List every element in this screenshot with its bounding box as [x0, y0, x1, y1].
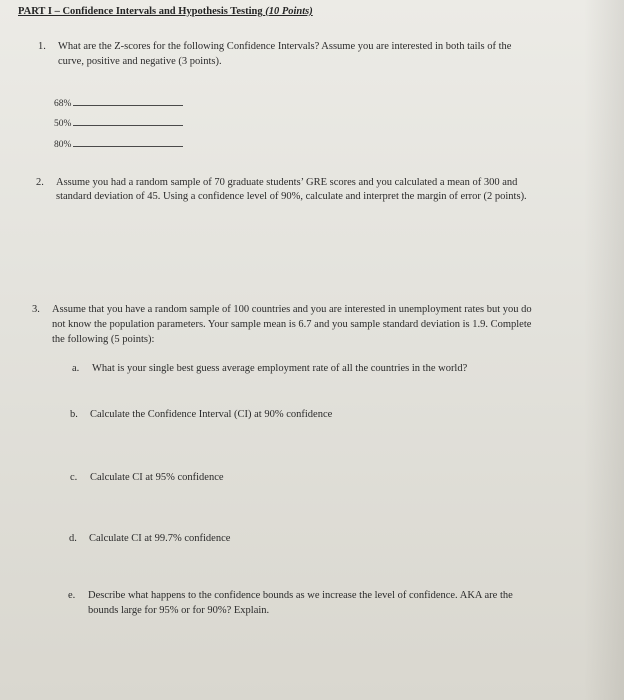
part-text: Calculate the Confidence Interval (CI) at 90% confidence [90, 409, 333, 420]
question-1-line-1: What are the Z-scores for the following Confidence Intervals? Assume you are interested in both tails of the [58, 41, 512, 52]
answer-blank-label: 80% [54, 140, 72, 150]
part-text-line-1: Describe what happens to the confidence bounds as we increase the level of confidence. AKA are the [88, 590, 513, 601]
page-shadow [584, 0, 624, 700]
question-2-line-2: standard deviation of 45. Using a confidence level of 90%, calculate and interpret the margin of error (2 points). [56, 191, 527, 202]
answer-blank-80 [54, 137, 183, 150]
answer-blank-label: 68% [54, 99, 72, 109]
question-2-number: 2. [36, 177, 44, 188]
part-text-line-2: bounds large for 95% or for 90%? Explain. [88, 605, 270, 616]
question-1-number: 1. [38, 41, 46, 52]
question-2-line-1: Assume you had a random sample of 70 graduate students’ GRE scores and you calculated a mean of 300 and [56, 177, 518, 188]
answer-line[interactable] [73, 96, 183, 106]
part-text: Calculate CI at 99.7% confidence [89, 533, 231, 544]
section-header [18, 6, 313, 17]
part-letter: c. [70, 472, 78, 483]
answer-line[interactable] [73, 116, 183, 126]
question-3-line-1: Assume that you have a random sample of 100 countries and you are interested in unemployment rates but you do [52, 304, 532, 315]
part-text: Calculate CI at 95% confidence [90, 472, 224, 483]
answer-blank-68 [54, 96, 183, 109]
answer-line[interactable] [73, 137, 183, 147]
section-title: PART I – Confidence Intervals and Hypothesis Testing [18, 6, 266, 17]
question-3-number: 3. [32, 304, 40, 315]
question-3-line-2: not know the population parameters. Your sample mean is 6.7 and you sample standard deviation is 1.9. Complete [52, 319, 532, 330]
part-text: What is your single best guess average employment rate of all the countries in the world? [92, 363, 468, 374]
part-letter: a. [72, 363, 80, 374]
part-letter: e. [68, 590, 76, 601]
section-points: (10 Points) [265, 6, 313, 17]
question-3-line-3: the following (5 points): [52, 334, 155, 345]
answer-blank-50 [54, 116, 183, 129]
question-1-line-2: curve, positive and negative (3 points). [58, 56, 222, 67]
part-letter: b. [70, 409, 78, 420]
answer-blank-label: 50% [54, 119, 72, 129]
part-letter: d. [69, 533, 77, 544]
